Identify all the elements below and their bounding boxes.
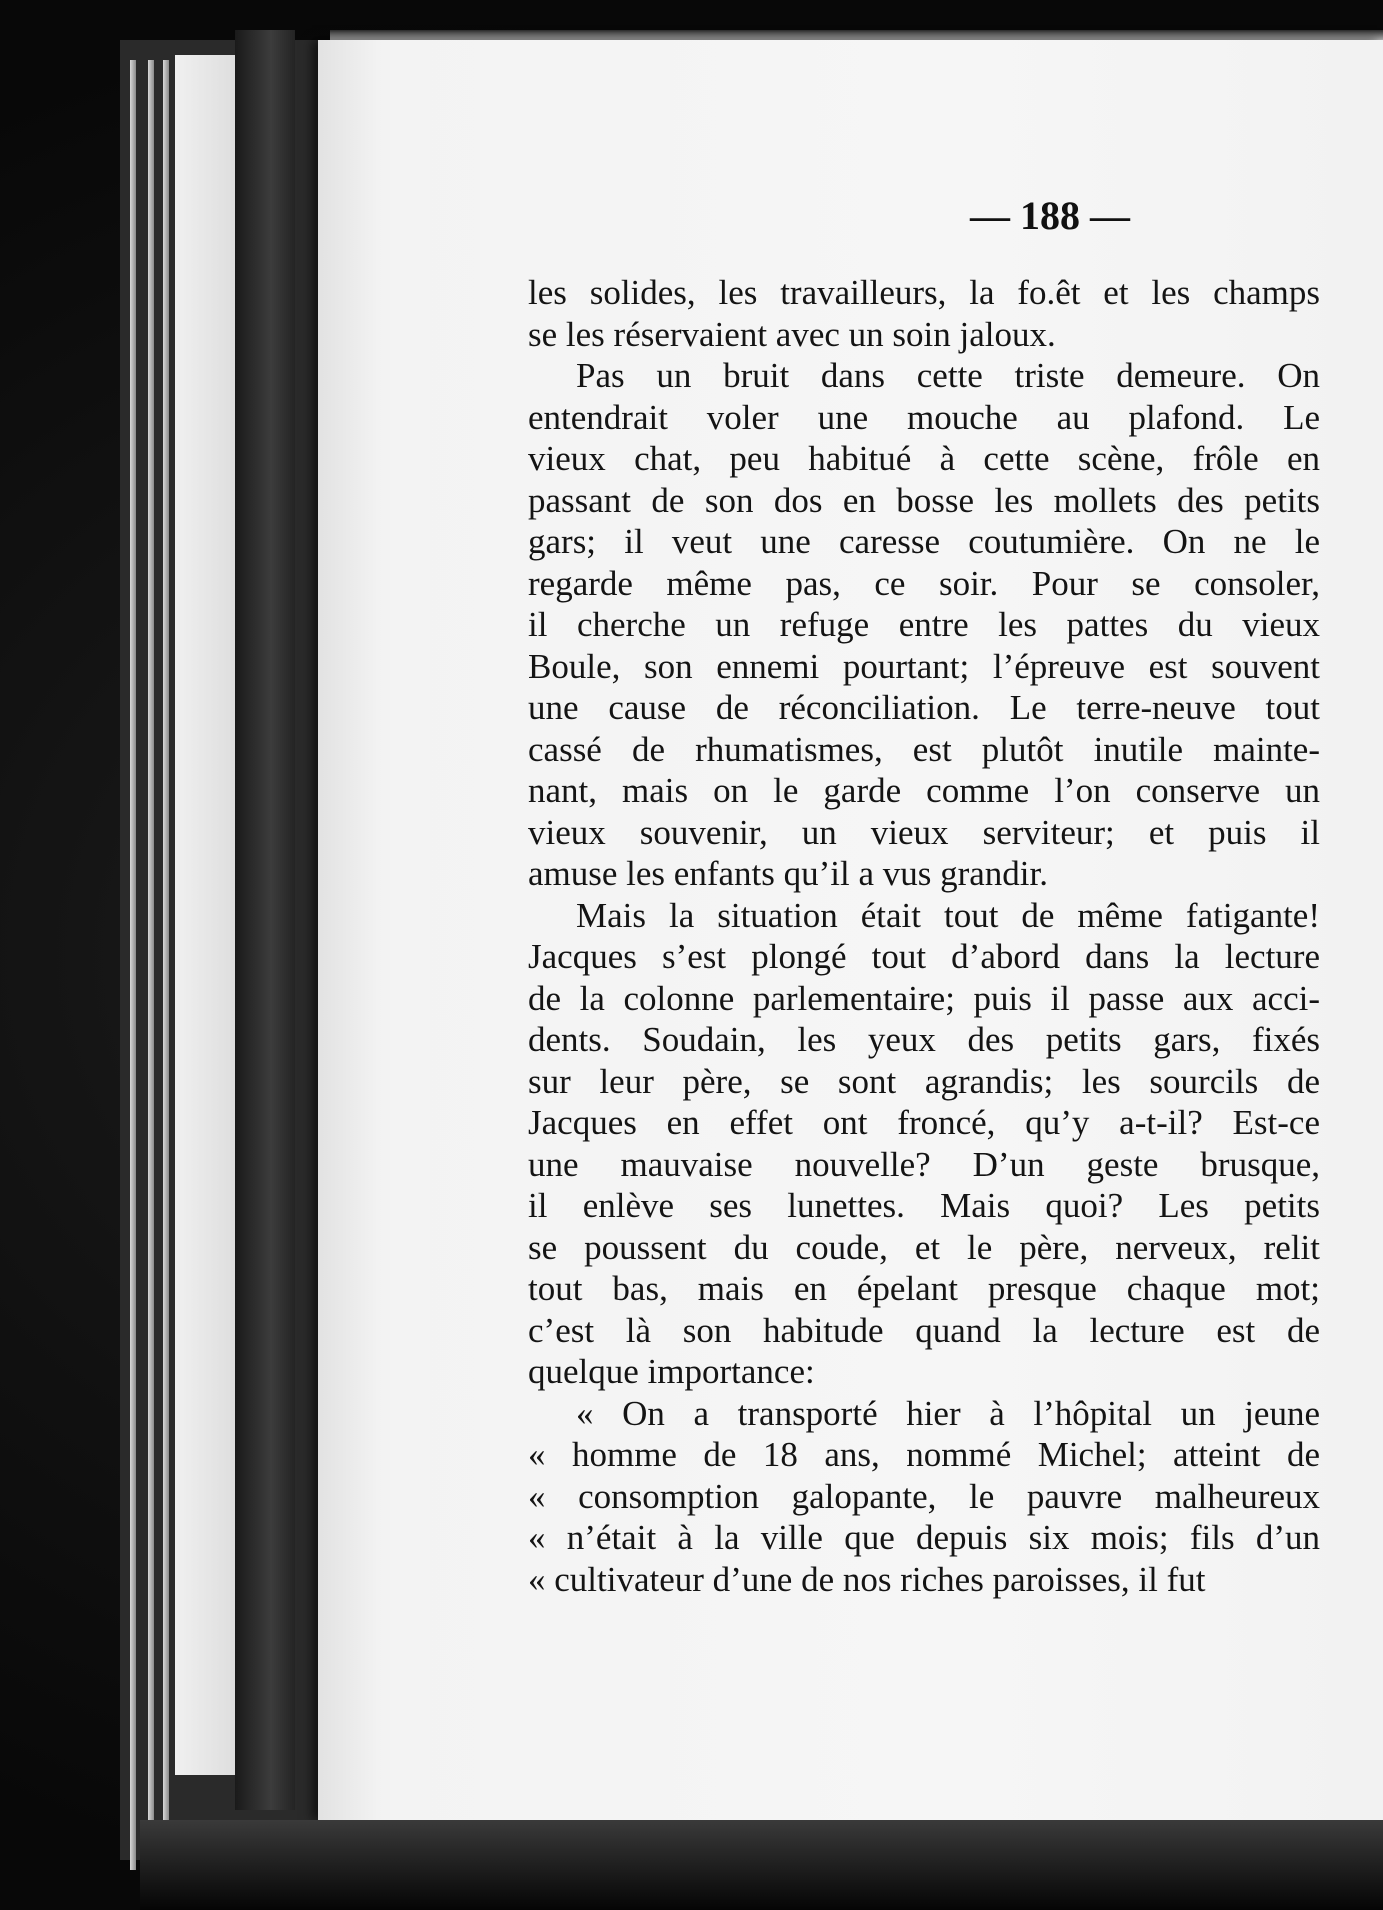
paragraph	[528, 272, 1320, 355]
text-line: Pas un bruit dans cette triste demeure. On	[576, 356, 1320, 395]
text-line: se les réservaient avec un soin jaloux.	[528, 314, 1056, 354]
text-line: amuse les enfants qu’il a vus grandir.	[528, 854, 1049, 893]
text-line: vieux souvenir, un vieux serviteur; et puis il	[528, 812, 1320, 852]
text-line: se poussent du coude, et le père, nerveux, relit	[528, 1227, 1320, 1267]
paragraph	[528, 1393, 1320, 1601]
text-line: « cultivateur d’une de nos riches paroisses, il fut	[528, 1559, 1206, 1599]
text-line: sur leur père, se sont agrandis; les sourcils de	[528, 1061, 1320, 1101]
text-line: gars; il veut une caresse coutumière. On ne le	[528, 522, 1320, 561]
text-line: Boule, son ennemi pourtant; l’épreuve est souvent	[528, 646, 1320, 686]
text-line: Mais la situation était tout de même fatigante!	[576, 895, 1320, 935]
text-line: « consomption galopante, le pauvre malheureux	[528, 1476, 1320, 1516]
text-line: cassé de rhumatismes, est plutôt inutile mainte-	[528, 729, 1320, 769]
left-page-leaf	[175, 55, 235, 1775]
text-line: les solides, les travailleurs, la fo.êt et les champs	[528, 273, 1320, 312]
page-edge	[130, 60, 136, 1870]
text-line: dents. Soudain, les yeux des petits gars, fixés	[528, 1020, 1320, 1059]
page-number: — 188 —	[970, 193, 1130, 238]
text-line: une cause de réconciliation. Le terre-neuve tout	[528, 688, 1320, 727]
text-line: Jacques en effet ont froncé, qu’y a-t-il? Est-ce	[528, 1103, 1320, 1142]
text-line: une mauvaise nouvelle? D’un geste brusque,	[528, 1144, 1320, 1184]
text-line: il cherche un refuge entre les pattes du vieux	[528, 605, 1320, 644]
page-edge	[148, 60, 154, 1870]
text-line: de la colonne parlementaire; puis il passe aux acci-	[528, 978, 1320, 1018]
page-text	[528, 272, 1320, 1600]
text-line: il enlève ses lunettes. Mais quoi? Les petits	[528, 1186, 1320, 1225]
text-line: entendrait voler une mouche au plafond. Le	[528, 397, 1320, 437]
text-line: regarde même pas, ce soir. Pour se consoler,	[528, 563, 1320, 603]
text-line: tout bas, mais en épelant presque chaque mot;	[528, 1269, 1320, 1308]
paragraph	[528, 355, 1320, 895]
text-line: vieux chat, peu habitué à cette scène, frôle en	[528, 439, 1320, 478]
paragraph	[528, 895, 1320, 1393]
text-line: « On a transporté hier à l’hôpital un jeune	[576, 1393, 1320, 1433]
book-gutter	[235, 30, 295, 1810]
text-line: « homme de 18 ans, nommé Michel; atteint de	[528, 1435, 1320, 1474]
text-line: c’est là son habitude quand la lecture est de	[528, 1310, 1320, 1350]
page-edge	[163, 60, 169, 1870]
text-line: nant, mais on le garde comme l’on conserve un	[528, 771, 1320, 810]
text-line: quelque importance:	[528, 1352, 815, 1391]
text-line: « n’était à la ville que depuis six mois; fils d’un	[528, 1518, 1320, 1557]
bottom-shadow	[140, 1820, 1383, 1910]
text-line: passant de son dos en bosse les mollets des petits	[528, 480, 1320, 520]
text-line: Jacques s’est plongé tout d’abord dans la lecture	[528, 937, 1320, 976]
